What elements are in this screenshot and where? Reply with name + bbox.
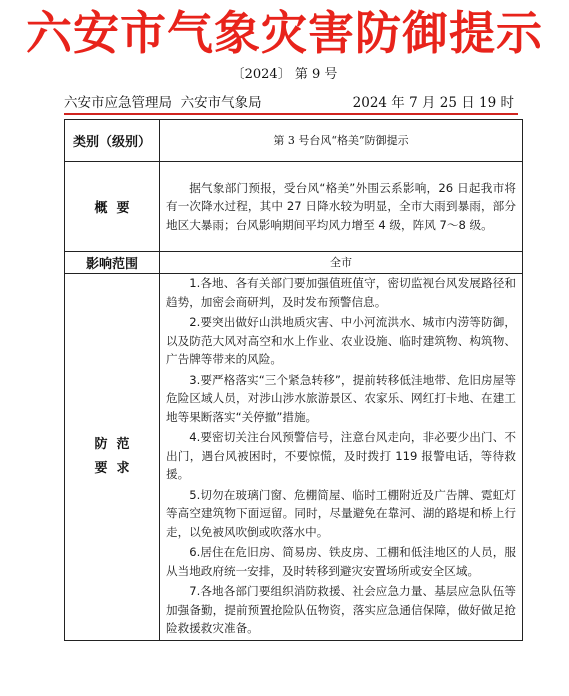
- issue-date: 2024 年 7 月 25 日 19 时: [352, 95, 514, 111]
- requirement-item: 4.要密切关注台风预警信号，注意台风走向，非必要少出门、不出门，遇台风被困时，不要惊慌，及时拨打 119 报警电话，等待救援。: [166, 430, 516, 481]
- requirement-item: 2.要突出做好山洪地质灾害、中小河流洪水、城市内涝等防御，以及防范大风对高空和水上作业、农业设施、临时建筑物、构筑物、广告牌等带来的风险。: [166, 315, 516, 366]
- category-label: 类别（级别）: [65, 120, 160, 162]
- overview-label: 概 要: [65, 162, 160, 252]
- issuer-line: [64, 94, 514, 112]
- row-scope: [65, 252, 523, 274]
- overview-text: 据气象部门预报，受台风“格美”外围云系影响，26 日起我市将有一次降水过程，其中 27 日降水较为明显，全市大雨到暴雨，部分地区大暴雨；台风影响期间平均风力增至 4 级，阵风 7～8 级。: [166, 180, 516, 232]
- issuing-agencies: 六安市应急管理局 六安市气象局: [64, 95, 262, 111]
- requirements-label: [65, 274, 160, 641]
- requirement-item: 6.居住在危旧房、简易房、铁皮房、工棚和低洼地区的人员，服从当地政府统一安排，及时转移到避灾安置场所或安全区域。: [166, 545, 516, 578]
- overview-cell: [160, 162, 523, 252]
- category-value: 第 3 号台风“格美”防御提示: [160, 120, 523, 162]
- scope-label: 影响范围: [65, 252, 160, 274]
- row-overview: [65, 162, 523, 252]
- scope-value: 全市: [160, 252, 523, 274]
- requirement-item: 7.各地各部门要组织消防救援、社会应急力量、基层应急队伍等加强备勤，提前预置抢险队伍物资，落实应急通信保障，做好做足抢险救援救灾准备。: [166, 584, 516, 635]
- requirements-label-line-1: 防 范: [94, 436, 130, 452]
- warning-table: [64, 119, 523, 641]
- requirement-item: 5.切勿在玻璃门窗、危棚简屋、临时工棚附近及广告牌、霓虹灯等高空建筑物下面逗留。同时，尽量避免在靠河、湖的路堤和桥上行走，以免被风吹倒或吹落水中。: [166, 487, 516, 539]
- requirement-item: 3.要严格落实“三个紧急转移”，提前转移低洼地带、危旧房屋等危险区域人员，对涉山涉水旅游景区、农家乐、网红打卡地、在建工地等果断落实“关停撤”措施。: [166, 372, 516, 424]
- document-title: 六安市气象灾害防御提示: [26, 6, 543, 60]
- requirements-cell: [160, 274, 523, 641]
- row-requirements: [65, 274, 523, 641]
- document-number: 〔2024〕 第 9 号: [231, 67, 338, 82]
- requirement-item: 1.各地、各有关部门要加强值班值守，密切监视台风发展路径和趋势，加密会商研判，及时发布预警信息。: [166, 276, 516, 309]
- row-category: [65, 120, 523, 162]
- requirements-label-line-2: 要 求: [94, 460, 130, 476]
- red-divider: [64, 113, 518, 115]
